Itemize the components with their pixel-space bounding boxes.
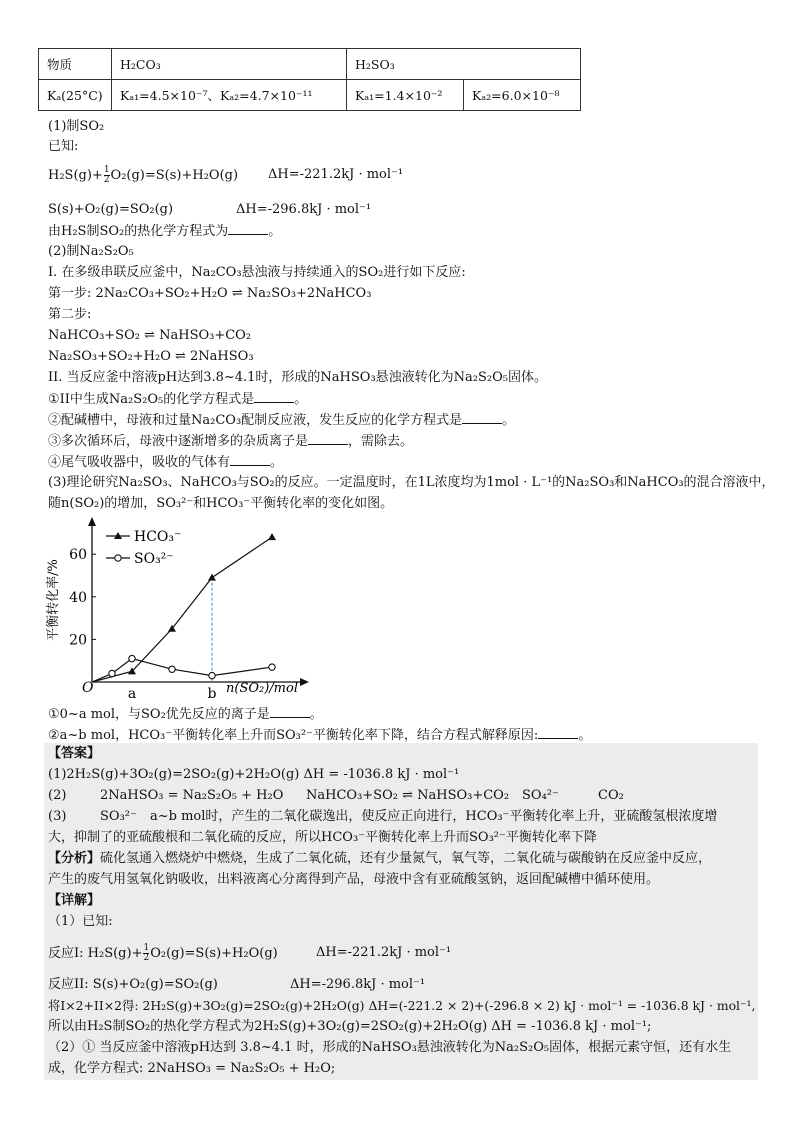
fraction-half	[104, 166, 110, 185]
answer-2-item: 2NaHSO₃ = Na₂S₂O₅ + H₂O	[100, 788, 284, 803]
q1-eq2-dh: ΔH=-296.8kJ · mol⁻¹	[236, 202, 372, 217]
table-row	[39, 80, 581, 111]
q2-step2b: Na₂SO₃+SO₂+H₂O ⇌ 2NaHSO₃	[48, 349, 254, 364]
q2-sub4-text: ④尾气吸收器中，吸收的气体有	[48, 455, 231, 470]
answer-blank[interactable]	[308, 432, 348, 445]
detail-p3: 成，化学方程式: 2NaHSO₃ = Na₂S₂O₅ + H₂O;	[48, 1061, 336, 1076]
table-cell: Kₐ₁=4.5×10⁻⁷、Kₐ₂=4.7×10⁻¹¹	[112, 80, 347, 111]
q2-sub4	[48, 453, 283, 472]
ka-table	[38, 48, 581, 111]
detail-header: 【详解】	[48, 893, 101, 908]
answer-2-item: CO₂	[598, 788, 624, 803]
answer-blank[interactable]	[254, 390, 294, 403]
q2-sub1	[48, 390, 307, 409]
detail-r2: 反应II: S(s)+O₂(g)=SO₂(g)	[48, 977, 218, 992]
legend-label: SO₃²⁻	[134, 551, 174, 567]
q3-sub1-text: ①0~a mol，与SO₂优先反应的离子是	[48, 707, 270, 722]
answer-3-label: (3)	[48, 809, 67, 824]
data-point	[269, 664, 275, 670]
detail-concl: 所以由H₂S制SO₂的热化学方程式为2H₂S(g)+3O₂(g)=2SO₂(g)+2H₂O(g) ΔH = -1036.8 kJ · mol⁻¹;	[48, 1019, 652, 1034]
table-cell: H₂SO₃	[347, 49, 581, 80]
q2-sub2	[48, 411, 515, 430]
q3-sub2-text: ②a~b mol，HCO₃⁻平衡转化率上升而SO₃²⁻平衡转化率下降，结合方程式解释原因:	[48, 728, 539, 743]
table-header-row	[39, 49, 581, 80]
analysis-line1	[48, 850, 711, 868]
table-cell: Kₐ₂=6.0×10⁻⁸	[464, 80, 581, 111]
q2-p1: I. 在多级串联反应釜中，Na₂CO₃悬浊液与持续通入的SO₂进行如下反应:	[48, 265, 466, 280]
answer-3-text-cont: 大，抑制了的亚硫酸根和二氧化硫的反应，所以HCO₃⁻平衡转化率上升而SO₃²⁻平衡转化率下降	[48, 830, 597, 845]
q2-sub3	[48, 432, 413, 451]
chart-legend	[106, 529, 181, 567]
answer-header: 【答案】	[48, 746, 101, 761]
q1-known: 已知:	[48, 139, 79, 154]
data-point	[208, 574, 216, 581]
eq-text: H₂S(g)+	[48, 168, 103, 183]
detail-calc: 将I×2+II×2得: 2H₂S(g)+3O₂(g)=2SO₂(g)+2H₂O(g) ΔH=(-221.2 × 2)+(-296.8 × 2) kJ · mol⁻¹ = -1036.8 kJ · mol⁻¹,	[48, 998, 756, 1013]
data-point	[129, 655, 135, 661]
q2-sub2-text: ②配碱槽中，母液和过量Na₂CO₃配制反应液，发生反应的化学方程式是	[48, 413, 463, 428]
answer-3-item: SO₃²⁻	[100, 809, 137, 824]
table-cell: 物质	[39, 49, 112, 80]
answer-2-item: SO₄²⁻	[522, 788, 559, 803]
legend-label: HCO₃⁻	[134, 529, 182, 545]
detail-r1	[48, 944, 278, 963]
answer-3-text: a~b mol时，产生的二氧化碳逸出，使反应正向进行，HCO₃⁻平衡转化率上升，亚硫酸氢根浓度增	[150, 809, 718, 824]
detail-p1: （1）已知:	[48, 914, 113, 929]
analysis-text: 硫化氢通入燃烧炉中燃烧，生成了二氧化硫，还有少量氮气，氧气等，二氧化硫与碳酸钠在反应釜中反应，	[100, 851, 712, 866]
data-point	[109, 670, 115, 676]
y-tick-label: 60	[69, 547, 87, 564]
q2-end: 。	[294, 392, 308, 407]
q2-sub1-text: ①II中生成Na₂S₂O₅的化学方程式是	[48, 392, 255, 407]
q3-line1: (3)理论研究Na₂SO₃、NaHCO₃与SO₂的反应。一定温度时，在1L浓度均为1mol · L⁻¹的Na₂SO₃和NaHCO₃的混合溶液中，	[48, 475, 775, 490]
conversion-rate-chart	[44, 512, 344, 700]
detail-r2-dh: ΔH=-296.8kJ · mol⁻¹	[290, 977, 426, 992]
y-tick-label: 40	[69, 589, 87, 606]
answer-2-label: (2)	[48, 788, 67, 803]
q2-sub3-tail: ，需除去。	[348, 434, 414, 449]
q2-p2: II. 当反应釜中溶液pH达到3.8~4.1时，形成的NaHSO₃悬浊液转化为Na₂S₂O₅固体。	[48, 370, 547, 385]
q1-eq1-dh: ΔH=-221.2kJ · mol⁻¹	[268, 167, 404, 182]
data-point	[169, 666, 175, 672]
table-cell: Kₐ₁=1.4×10⁻²	[347, 80, 464, 111]
answer-blank[interactable]	[230, 453, 270, 466]
answer-2-item: NaHCO₃+SO₂ ⇌ NaHSO₃+CO₂	[306, 788, 510, 803]
q1-title: (1)制SO₂	[48, 119, 105, 134]
answer-blank[interactable]	[462, 411, 502, 424]
q3-sub1	[48, 705, 323, 724]
detail-r1-dh: ΔH=-221.2kJ · mol⁻¹	[316, 945, 452, 960]
q1-ask-text: 由H₂S制SO₂的热化学方程式为	[48, 224, 229, 239]
analysis-line2: 产生的废气用氢氧化钠吸收，出料液离心分离得到产品，母液中含有亚硫酸氢钠，返回配碱槽中循环使用。	[48, 872, 660, 887]
frac-den: 2	[103, 175, 110, 185]
answer-blank[interactable]	[270, 705, 310, 718]
data-point	[209, 672, 215, 678]
table-cell: Kₐ(25°C)	[39, 80, 112, 111]
legend-marker	[115, 555, 121, 561]
detail-p2: （2）① 当反应釜中溶液pH达到 3.8~4.1 时，形成的NaHSO₃悬浊液转化为Na₂S₂O₅固体，根据元素守恒，还有水生	[48, 1040, 732, 1055]
series-line	[92, 659, 272, 682]
eq-text: 反应I: H₂S(g)+	[48, 946, 143, 961]
y-axis-label: 平衡转化率/%	[46, 559, 61, 641]
frac-den: 2	[143, 953, 150, 963]
q3-sub2-end: 。	[578, 728, 592, 743]
chart-axes	[88, 517, 309, 686]
q1-eq2: S(s)+O₂(g)=SO₂(g)	[48, 202, 174, 217]
eq-text: O₂(g)=S(s)+H₂O(g)	[110, 168, 239, 183]
eq-text: O₂(g)=S(s)+H₂O(g)	[150, 946, 278, 961]
chart-ticks	[69, 547, 216, 700]
q2-step2a: NaHCO₃+SO₂ ⇌ NaHSO₃+CO₂	[48, 328, 252, 343]
y-axis-arrow	[88, 517, 96, 526]
answer-1: (1)2H₂S(g)+3O₂(g)=2SO₂(g)+2H₂O(g) ΔH = -1036.8 kJ · mol⁻¹	[48, 767, 460, 782]
q1-eq1	[48, 166, 238, 185]
q2-step2: 第二步:	[48, 307, 92, 322]
answer-blank[interactable]	[538, 726, 578, 739]
x-axis-label: n(SO₂)/mol	[226, 681, 298, 696]
q3-sub1-end: 。	[309, 707, 323, 722]
x-axis-arrow	[300, 678, 309, 686]
q2-sub3-text: ③多次循环后，母液中逐渐增多的杂质离子是	[48, 434, 309, 449]
y-tick-label: 20	[69, 632, 87, 649]
q1-end: 。	[268, 224, 282, 239]
q2-title: (2)制Na₂S₂O₅	[48, 244, 134, 259]
table-cell: H₂CO₃	[112, 49, 347, 80]
q3-line2: 随n(SO₂)的增加，SO₃²⁻和HCO₃⁻平衡转化率的变化如图。	[48, 496, 394, 511]
answer-blank[interactable]	[228, 222, 268, 235]
q2-step1: 第一步: 2Na₂CO₃+SO₂+H₂O ⇌ Na₂SO₃+2NaHCO₃	[48, 286, 372, 301]
q2-end: 。	[270, 455, 284, 470]
fraction-half	[143, 944, 149, 963]
analysis-header: 【分析】	[48, 851, 101, 866]
data-point	[268, 533, 276, 540]
origin-label: O	[82, 680, 94, 696]
x-tick-label: a	[127, 686, 137, 700]
frac-num: 1	[103, 165, 110, 175]
x-tick-label: b	[207, 686, 217, 700]
q1-ask	[48, 222, 281, 241]
q2-end: 。	[502, 413, 516, 428]
frac-num: 1	[143, 943, 150, 953]
